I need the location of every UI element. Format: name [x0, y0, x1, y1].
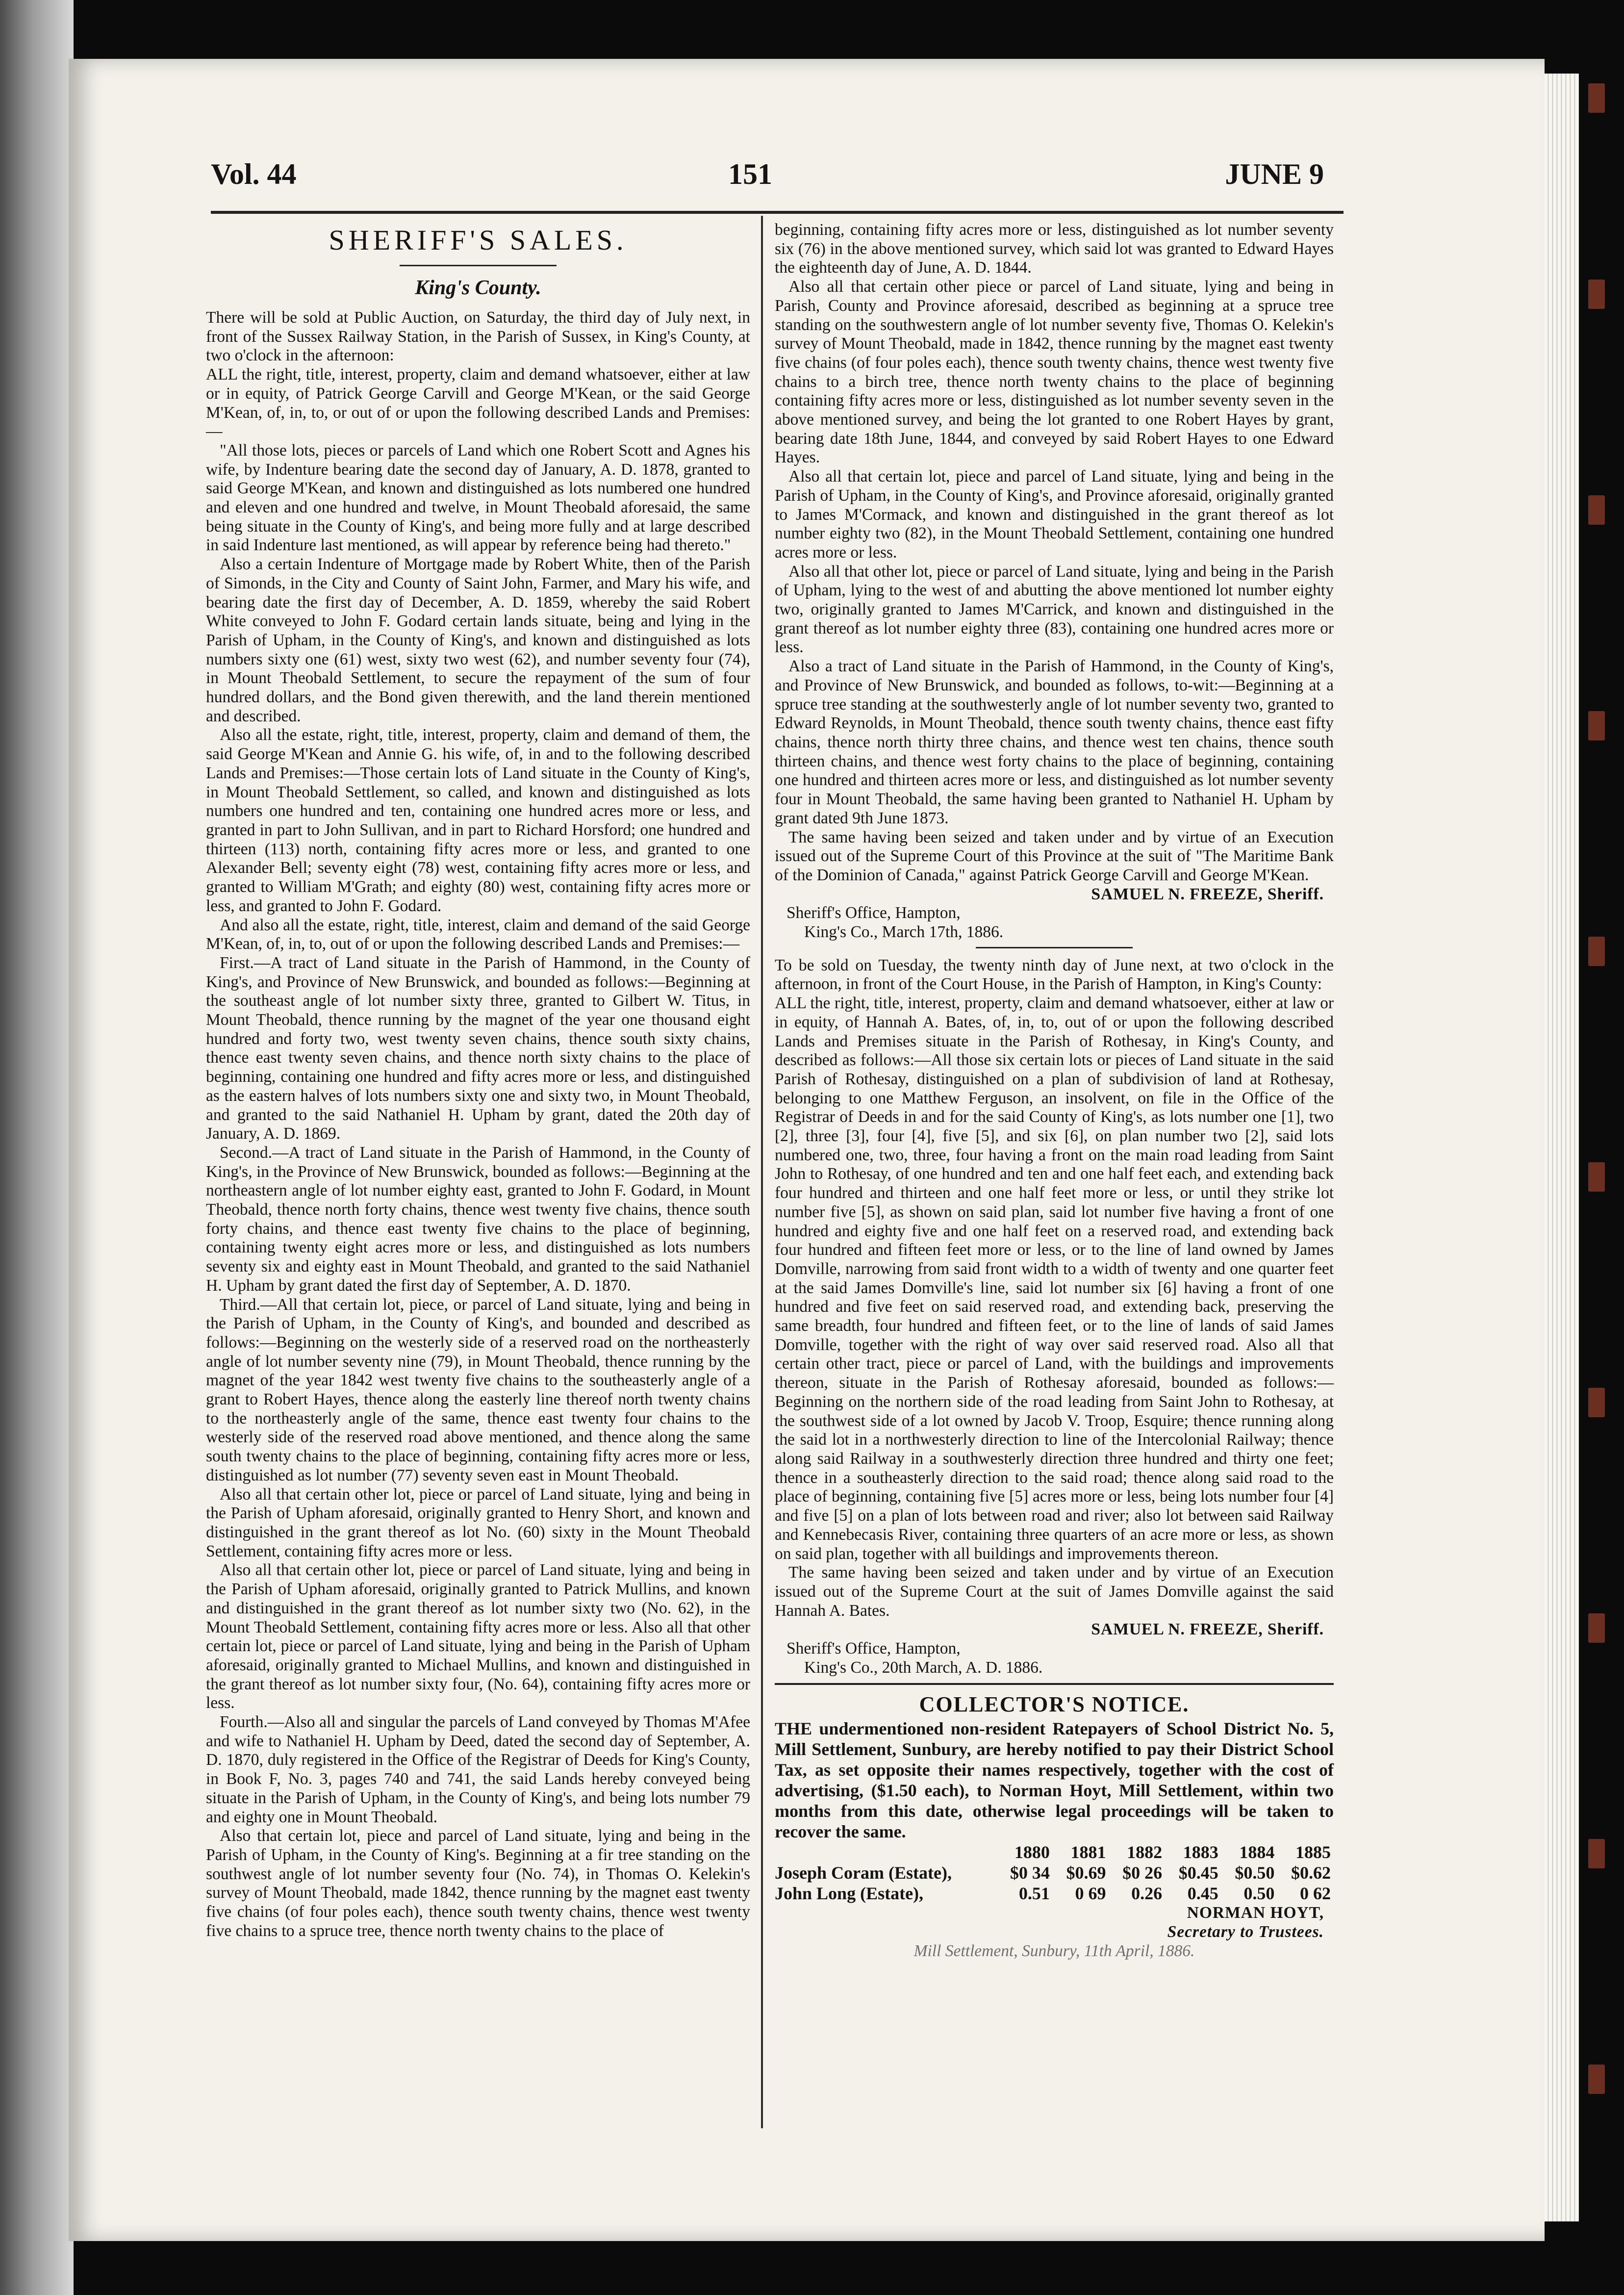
tax-cell: 0.50 — [1243, 1884, 1275, 1904]
paragraph: ALL the right, title, interest, property, claim and demand whatsoever, either at law or in equity, of Patrick George Carvill and George M'Kean, or the said George M'Kean, of, in, to, or out of or upon the following described Lands and Premises:— — [206, 365, 750, 441]
table-row — [775, 1862, 1334, 1883]
year-header: 1880 — [1014, 1842, 1050, 1862]
tax-cell: 0 62 — [1300, 1884, 1331, 1904]
paragraph: Also all that certain lot, piece and parcel of Land situate, lying and being in the Parish of Upham, in the County of King's, and Province aforesaid, originally granted to James M'Cormack, and known and distinguished in the grant thereof as lot number eighty two (82), in the Mount Theobald Settlement, containing one hundred acres more or less. — [775, 467, 1334, 561]
sale-intro: To be sold on Tuesday, the twenty ninth day of June next, at two o'clock in the afternoon, in front of the Court House, in the Parish of Hampton, in King's County: — [775, 956, 1334, 994]
paragraph: Also all that other lot, piece or parcel of Land situate, lying and being in the Parish of Upham, lying to the west of and abutting the above mentioned lot number eighty two, originally granted to James M'Carrick, and known and distinguished in the grant thereof as lot number eighty three (83), containing one hundred acres more or less. — [775, 562, 1334, 657]
tax-cell: 0.45 — [1187, 1884, 1218, 1904]
paragraph: The same having been seized and taken under and by virtue of an Execution issued out of the Supreme Court of this Province at the suit of "The Maritime Bank of the Dominion of Canada," against Patrick George Carvill and George M'Kean. — [775, 828, 1334, 884]
section-rule — [976, 947, 1133, 948]
paragraph: Also all the estate, right, title, interest, property, claim and demand of them, the said George M'Kean and Annie G. his wife, of, in and to the following described Lands and Premises:—Those certain lots of Land situate in the County of King's, in Mount Theobald Settlement, so called, and known and distinguished as lots numbers one hundred and ten, containing one hundred acres more or less, and granted in part to John Sullivan, and in part to Richard Horsford; one hundred and thirteen (113) north, containing fifty acres more or less, and granted to one Alexander Bell; seventy eight (78) west, containing fifty acres more or less, and granted to William M'Grath; and eighty (80) west, containing fifty acres more or less, and granted to John F. Godard. — [206, 726, 750, 915]
paragraph: Fourth.—Also all and singular the parcels of Land conveyed by Thomas M'Afee and wife to Nathaniel H. Upham by Deed, dated the second day of September, A. D. 1870, duly registered in the Office of the Registrar of Deeds for King's County, in Book F, No. 3, pages 740 and 741, the said Lands hereby conveyed being situate in the Parish of Upham, in the County of King's, and being lots number 79 and eighty one in Mount Theobald. — [206, 1713, 750, 1826]
sale-intro: There will be sold at Public Auction, on Saturday, the third day of July next, in front of the Sussex Railway Station, in the Parish of Sussex, in King's County, at two o'clock in the afternoon: — [206, 308, 750, 365]
adjacent-page-edge — [0, 0, 74, 2295]
tax-cell: 0.26 — [1131, 1884, 1163, 1904]
section-title: SHERIFF'S SALES. — [329, 224, 628, 256]
tax-cell: 0.51 — [1018, 1884, 1050, 1904]
ratepayer-name: John Long (Estate), — [775, 1884, 924, 1904]
notice-title: COLLECTOR'S NOTICE. — [919, 1692, 1190, 1717]
header-rule — [211, 211, 1344, 214]
office-date-line: King's Co., 20th March, A. D. 1886. — [804, 1658, 1043, 1677]
year-header: 1884 — [1239, 1842, 1275, 1862]
year-header: 1883 — [1183, 1842, 1218, 1862]
paragraph: beginning, containing fifty acres more or less, distinguished as lot number seventy six (76) in the above mentioned survey, which said lot was granted to Edward Hayes the eighteenth day of June, A. D. 1844. — [775, 221, 1334, 277]
paragraph: Also all that certain other lot, piece or parcel of Land situate, lying and being in the Parish of Upham aforesaid, originally granted to Patrick Mullins, and known and distinguished in the grant thereof as lot number sixty two (No. 62), in the Mount Theobald Settlement, containing fifty acres more or less. Also all that other certain lot, piece or parcel of Land situate, lying and being in the Parish of Upham aforesaid, originally granted to Michael Mullins, and known and distinguished in the grant thereof as lot number sixty four, (No. 64), containing fifty acres more or less. — [206, 1561, 750, 1712]
issue-date: JUNE 9 — [1225, 158, 1324, 190]
paragraph: Also all that certain other piece or parcel of Land situate, lying and being in Parish, County and Province aforesaid, described as beginning at a spruce tree standing on the southwestern angle of lot number seventy five, Thomas O. Kelekin's survey of Mount Theobald, made in 1842, thence running by the magnet east twenty five chains (of four poles each), thence south twenty chains, thence west twenty five chains to a birch tree, thence north twenty chains to the place of beginning containing fifty acres more or less, distinguished as lot number seventy seven in the above mentioned survey, and being the lot granted to one Robert Hayes by grant, bearing date 18th June, 1844, and conveyed by said Robert Hayes to one Edward Hayes. — [775, 278, 1334, 467]
table-header-row — [775, 1842, 1334, 1862]
paragraph: The same having been seized and taken under and by virtue of an Execution issued out of the Supreme Court at the suit of James Domville against the said Hannah A. Bates. — [775, 1563, 1334, 1620]
paragraph: Also a certain Indenture of Mortgage made by Robert White, then of the Parish of Simonds, in the City and County of Saint John, Farmer, and Mary his wife, and bearing date the first day of December, A. D. 1859, whereby the said Robert White conveyed to John F. Godard certain lands situate, being and lying in the Parish of Upham, in the County of King's, and known and distinguished as lots numbers sixty one (61) west, sixty two west (62), and number seventy four (74), in Mount Theobald Settlement, to secure the repayment of the sum of four hundred dollars, and the Bond given therewith, and the land therein mentioned and described. — [206, 555, 750, 725]
sheriff-signature: SAMUEL N. FREEZE, Sheriff. — [1091, 885, 1324, 903]
binding-tabs — [1581, 74, 1611, 2221]
paragraph: Also that certain lot, piece and parcel of Land situate, lying and being in the Parish of Upham, in the County of King's. Beginning at a fir tree standing on the southwest angle of lot number seventy four (No. 74), in Thomas O. Kelekin's survey of Mount Theobald, made 1842, thence running by the magnet east twenty five chains (of four poles each), thence south twenty chains, thence west twenty five chains to a spruce tree, thence north twenty chains to the place of — [206, 1827, 750, 1940]
right-column — [775, 221, 1334, 1961]
paragraph: Also all that certain other lot, piece or parcel of Land situate, lying and being in the Parish of Upham aforesaid, originally granted to Henry Short, and known and distinguished in the grant thereof as lot No. (60) sixty in the Mount Theobald Settlement, containing fifty acres more or less. — [206, 1485, 750, 1560]
tax-cell: 0 69 — [1075, 1884, 1106, 1904]
table-row — [775, 1883, 1334, 1904]
year-header: 1881 — [1070, 1842, 1106, 1862]
office-line: Sheriff's Office, Hampton, — [787, 904, 961, 922]
tax-cell: $0.69 — [1066, 1863, 1106, 1883]
tax-cell: $0 26 — [1122, 1863, 1163, 1883]
page-header — [211, 154, 1353, 194]
year-header: 1885 — [1295, 1842, 1331, 1862]
paragraph: ALL the right, title, interest, property, claim and demand whatsoever, either at law or in equity, of Hannah A. Bates, of, in, to, out of or upon the following described Lands and Premises situate in the Parish of Rothesay, in King's County, and described as follows:—All those six certain lots or pieces of Land situate in the said Parish of Rothesay, distinguished on a plan of subdivision of land at Rothesay, belonging to one Matthew Ferguson, an insolvent, on file in the Office of the Registrar of Deeds in and for the said County of King's, as lots number one [1], two [2], three [3], four [4], five [5], and six [6], on plan number two [2], said lots numbered one, two, three, four having a front on the main road leading from Saint John to Rothesay, of one hundred and ten and one half feet each, and extending back four hundred and thirteen and one half feet more or less, or until they strike lot number five [5], as shown on said plan, said lot number five having a front of one hundred and eighty five and one half feet on a reserved road, and extending back four hundred and fifteen feet more or less, or to the line of land owned by James Domville, narrowing from said front width to a width of twenty and one quarter feet at the said James Domville's line, said lot number six [6] having a front of one hundred and five feet on said reserved road, and extending back, preserving the same breadth, four hundred and fifteen feet, or to the line of lands of said James Domville, together with the right of way over said reserved road. Also all that certain other tract, piece or parcel of Land, with the buildings and improvements thereon, situate in the Parish of Rothesay aforesaid, bounded as follows:—Beginning on the northern side of the road leading from Saint John to Rothesay, at the southwest side of a lot owned by Jacob V. Troop, Esquire; thence running along the said lot in a northwesterly direction to line of the Intercolonial Railway; thence along said Railway in a southwesterly direction three hundred and thirty one feet; thence in a southeasterly direction to the said road; thence along said road to the place of beginning, containing five [5] acres more or less, being lots number four [4] and five [5] on a plan of lots between road and river; also lot between said Railway and Kennebecasis River, containing three quarters of an acre more or less, as shown on said plan, together with all buildings and improvements thereon. — [775, 994, 1334, 1563]
paragraph: Third.—All that certain lot, piece, or parcel of Land situate, lying and being in the Parish of Upham, in the County of King's, and bounded and described as follows:—Beginning on the westerly side of a reserved road on the northeasterly angle of lot number seventy nine (79), in Mount Theobald, thence running by the magnet of the year 1842 west twenty five chains to the southeasterly angle of a grant to Robert Hayes, thence along the easterly line thereof north twenty chains to the northeasterly angle of the same, thence east twenty four chains to the westerly side of the reserved road above mentioned, and thence along the same south twenty chains to the place of beginning, containing fifty acres more or less, distinguished as lot number (77) seventy seven east in Mount Theobald. — [206, 1295, 750, 1484]
left-column — [206, 221, 750, 1940]
county-heading: King's County. — [415, 277, 541, 299]
page-edges — [1545, 74, 1579, 2221]
year-header: 1882 — [1127, 1842, 1163, 1862]
collector-signature: NORMAN HOYT, — [1187, 1904, 1324, 1922]
volume-label: Vol. 44 — [211, 158, 297, 190]
office-line: Sheriff's Office, Hampton, — [787, 1639, 961, 1658]
tax-cell: $0.45 — [1178, 1863, 1218, 1883]
tax-table — [775, 1842, 1334, 1904]
paragraph: Also a tract of Land situate in the Parish of Hammond, in the County of King's, and Province of New Brunswick, and bounded as follows, to-wit:—Beginning at a spruce tree standing at the southwesterly angle of lot number seventy two, granted to Edward Reynolds, in Mount Theobald, thence south twenty chains, thence east fifty chains, thence north thirty three chains, and thence west ten chains, thence south thirteen chains, and thence west forty chains to the place of beginning, containing one hundred and thirteen acres more or less, and distinguished as lot number seventy four in Mount Theobald, the same having been granted to Nathaniel H. Upham by grant dated 9th June 1873. — [775, 657, 1334, 827]
paragraph: And also all the estate, right, title, interest, claim and demand of the said George M'Kean, of, in, to, out of or upon the following described Lands and Premises:— — [206, 916, 750, 953]
title-rule — [400, 265, 557, 266]
tax-cell: $0.62 — [1291, 1863, 1331, 1883]
office-date-line: King's Co., March 17th, 1886. — [804, 923, 1004, 942]
section-rule — [775, 1683, 1334, 1685]
paragraph: "All those lots, pieces or parcels of Land which one Robert Scott and Agnes his wife, by Indenture bearing date the second day of January, A. D. 1878, granted to said George M'Kean, and known and distinguished as lots numbered one hundred and eleven and one hundred and twelve, in Mount Theobald aforesaid, the same being situate in the County of King's, and being more fully and at large described in said Indenture last mentioned, as will appear by reference being had thereto." — [206, 441, 750, 555]
notice-body: THE undermentioned non-resident Ratepayers of School District No. 5, Mill Settlement, Sunbury, are hereby notified to pay their District School Tax, as set opposite their names respectively, together with the cost of advertising, ($1.50 each), to Norman Hoyt, Mill Settlement, within two months from this date, otherwise legal proceedings will be taken to recover the same. — [775, 1719, 1334, 1842]
notice-footer: Mill Settlement, Sunbury, 11th April, 1886. — [914, 1941, 1195, 1960]
ratepayer-name: Joseph Coram (Estate), — [775, 1863, 952, 1883]
tax-cell: $0.50 — [1235, 1863, 1275, 1883]
page-number: 151 — [728, 158, 772, 190]
tax-cell: $0 34 — [1010, 1863, 1050, 1883]
paragraph: First.—A tract of Land situate in the Parish of Hammond, in the County of King's, and Province of New Brunswick, and bounded as follows:—Beginning at the southeast angle of lot number sixty three, granted to Gilbert W. Titus, in Mount Theobald, thence running by the magnet of the year one thousand eight hundred and forty two, west twenty seven chains, thence south sixty chains, thence east twenty seven chains, and thence north sixty chains to the place of beginning, containing one hundred and fifty acres more or less, and distinguished as the eastern halves of lots numbers sixty one and sixty two, in Mount Theobald, and granted to the said Nathaniel H. Upham by grant, dated the 20th day of January, A. D. 1869. — [206, 953, 750, 1143]
column-divider — [761, 216, 763, 2128]
sheriff-signature: SAMUEL N. FREEZE, Sheriff. — [1091, 1620, 1324, 1639]
paragraph: Second.—A tract of Land situate in the Parish of Hammond, in the County of King's, in the Province of New Brunswick, bounded as follows:—Beginning at the northeastern angle of lot number eighty east, granted to John F. Godard, in Mount Theobald, thence north forty chains, thence west twenty five chains, thence south forty chains, and thence east twenty five chains to the place of beginning, containing twenty eight acres more or less, and distinguished as lots numbers seventy six and eighty east in Mount Theobald, and granted to the said Nathaniel H. Upham by grant dated the first day of September, A. D. 1870. — [206, 1143, 750, 1295]
collector-title: Secretary to Trustees. — [1167, 1923, 1324, 1941]
